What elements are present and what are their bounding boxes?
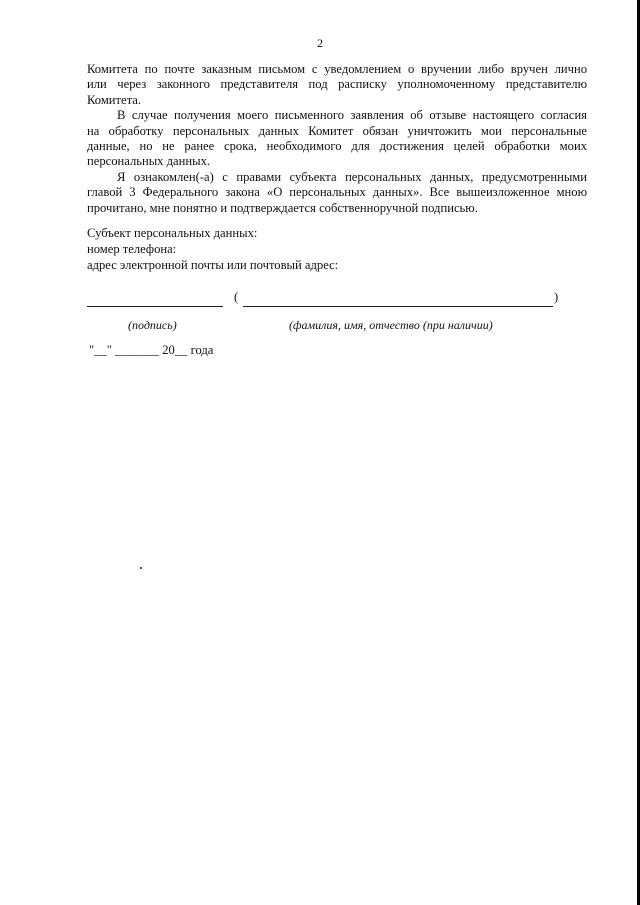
scan-speck bbox=[140, 567, 142, 569]
signature-line bbox=[87, 306, 223, 307]
paragraph-line: Я ознакомлен(-а) с правами субъекта персональных данных, предусмотренными bbox=[117, 169, 587, 184]
subject-details bbox=[87, 226, 338, 273]
paragraph-line: персональных данных. bbox=[87, 154, 211, 169]
close-paren: ) bbox=[554, 290, 559, 304]
paragraph-line: главой 3 Федерального закона «О персональных данных». Все вышеизложенное мною bbox=[87, 185, 587, 200]
phone-label: номер телефона: bbox=[87, 241, 177, 256]
date-line: "__" _______ 20__ года bbox=[89, 343, 214, 357]
open-paren: ( bbox=[234, 290, 239, 304]
consent-body bbox=[87, 62, 587, 216]
page-number: 2 bbox=[317, 36, 323, 50]
paragraph-line: Комитета по почте заказным письмом с уведомлением о вручении либо вручен лично bbox=[87, 62, 587, 76]
paragraph-withdrawal bbox=[87, 108, 587, 170]
paragraph-line: на обработку персональных данных Комитет обязан уничтожить мои персональные bbox=[87, 123, 587, 138]
paragraph-line: В случае получения моего письменного заявления об отзыве настоящего согласия bbox=[117, 108, 587, 123]
address-label: адрес электронной почты или почтовый адрес: bbox=[87, 257, 339, 272]
signature-row bbox=[87, 290, 587, 310]
paragraph-delivery bbox=[87, 62, 587, 108]
signature-caption: (подпись) bbox=[128, 318, 177, 332]
paragraph-line: или через законного представителя под расписку уполномоченному представителю bbox=[87, 77, 587, 92]
paragraph-line: Комитета. bbox=[87, 92, 142, 107]
full-name-line bbox=[243, 306, 553, 307]
paragraph-line: прочитано, мне понятно и подтверждается собственноручной подписью. bbox=[87, 200, 478, 215]
paragraph-line: данные, но не ранее срока, необходимого для достижения целей обработки моих bbox=[87, 139, 587, 154]
full-name-caption: (фамилия, имя, отчество (при наличии) bbox=[289, 318, 493, 332]
subject-label: Субъект персональных данных: bbox=[87, 226, 258, 240]
paragraph-acknowledgement bbox=[87, 170, 587, 216]
